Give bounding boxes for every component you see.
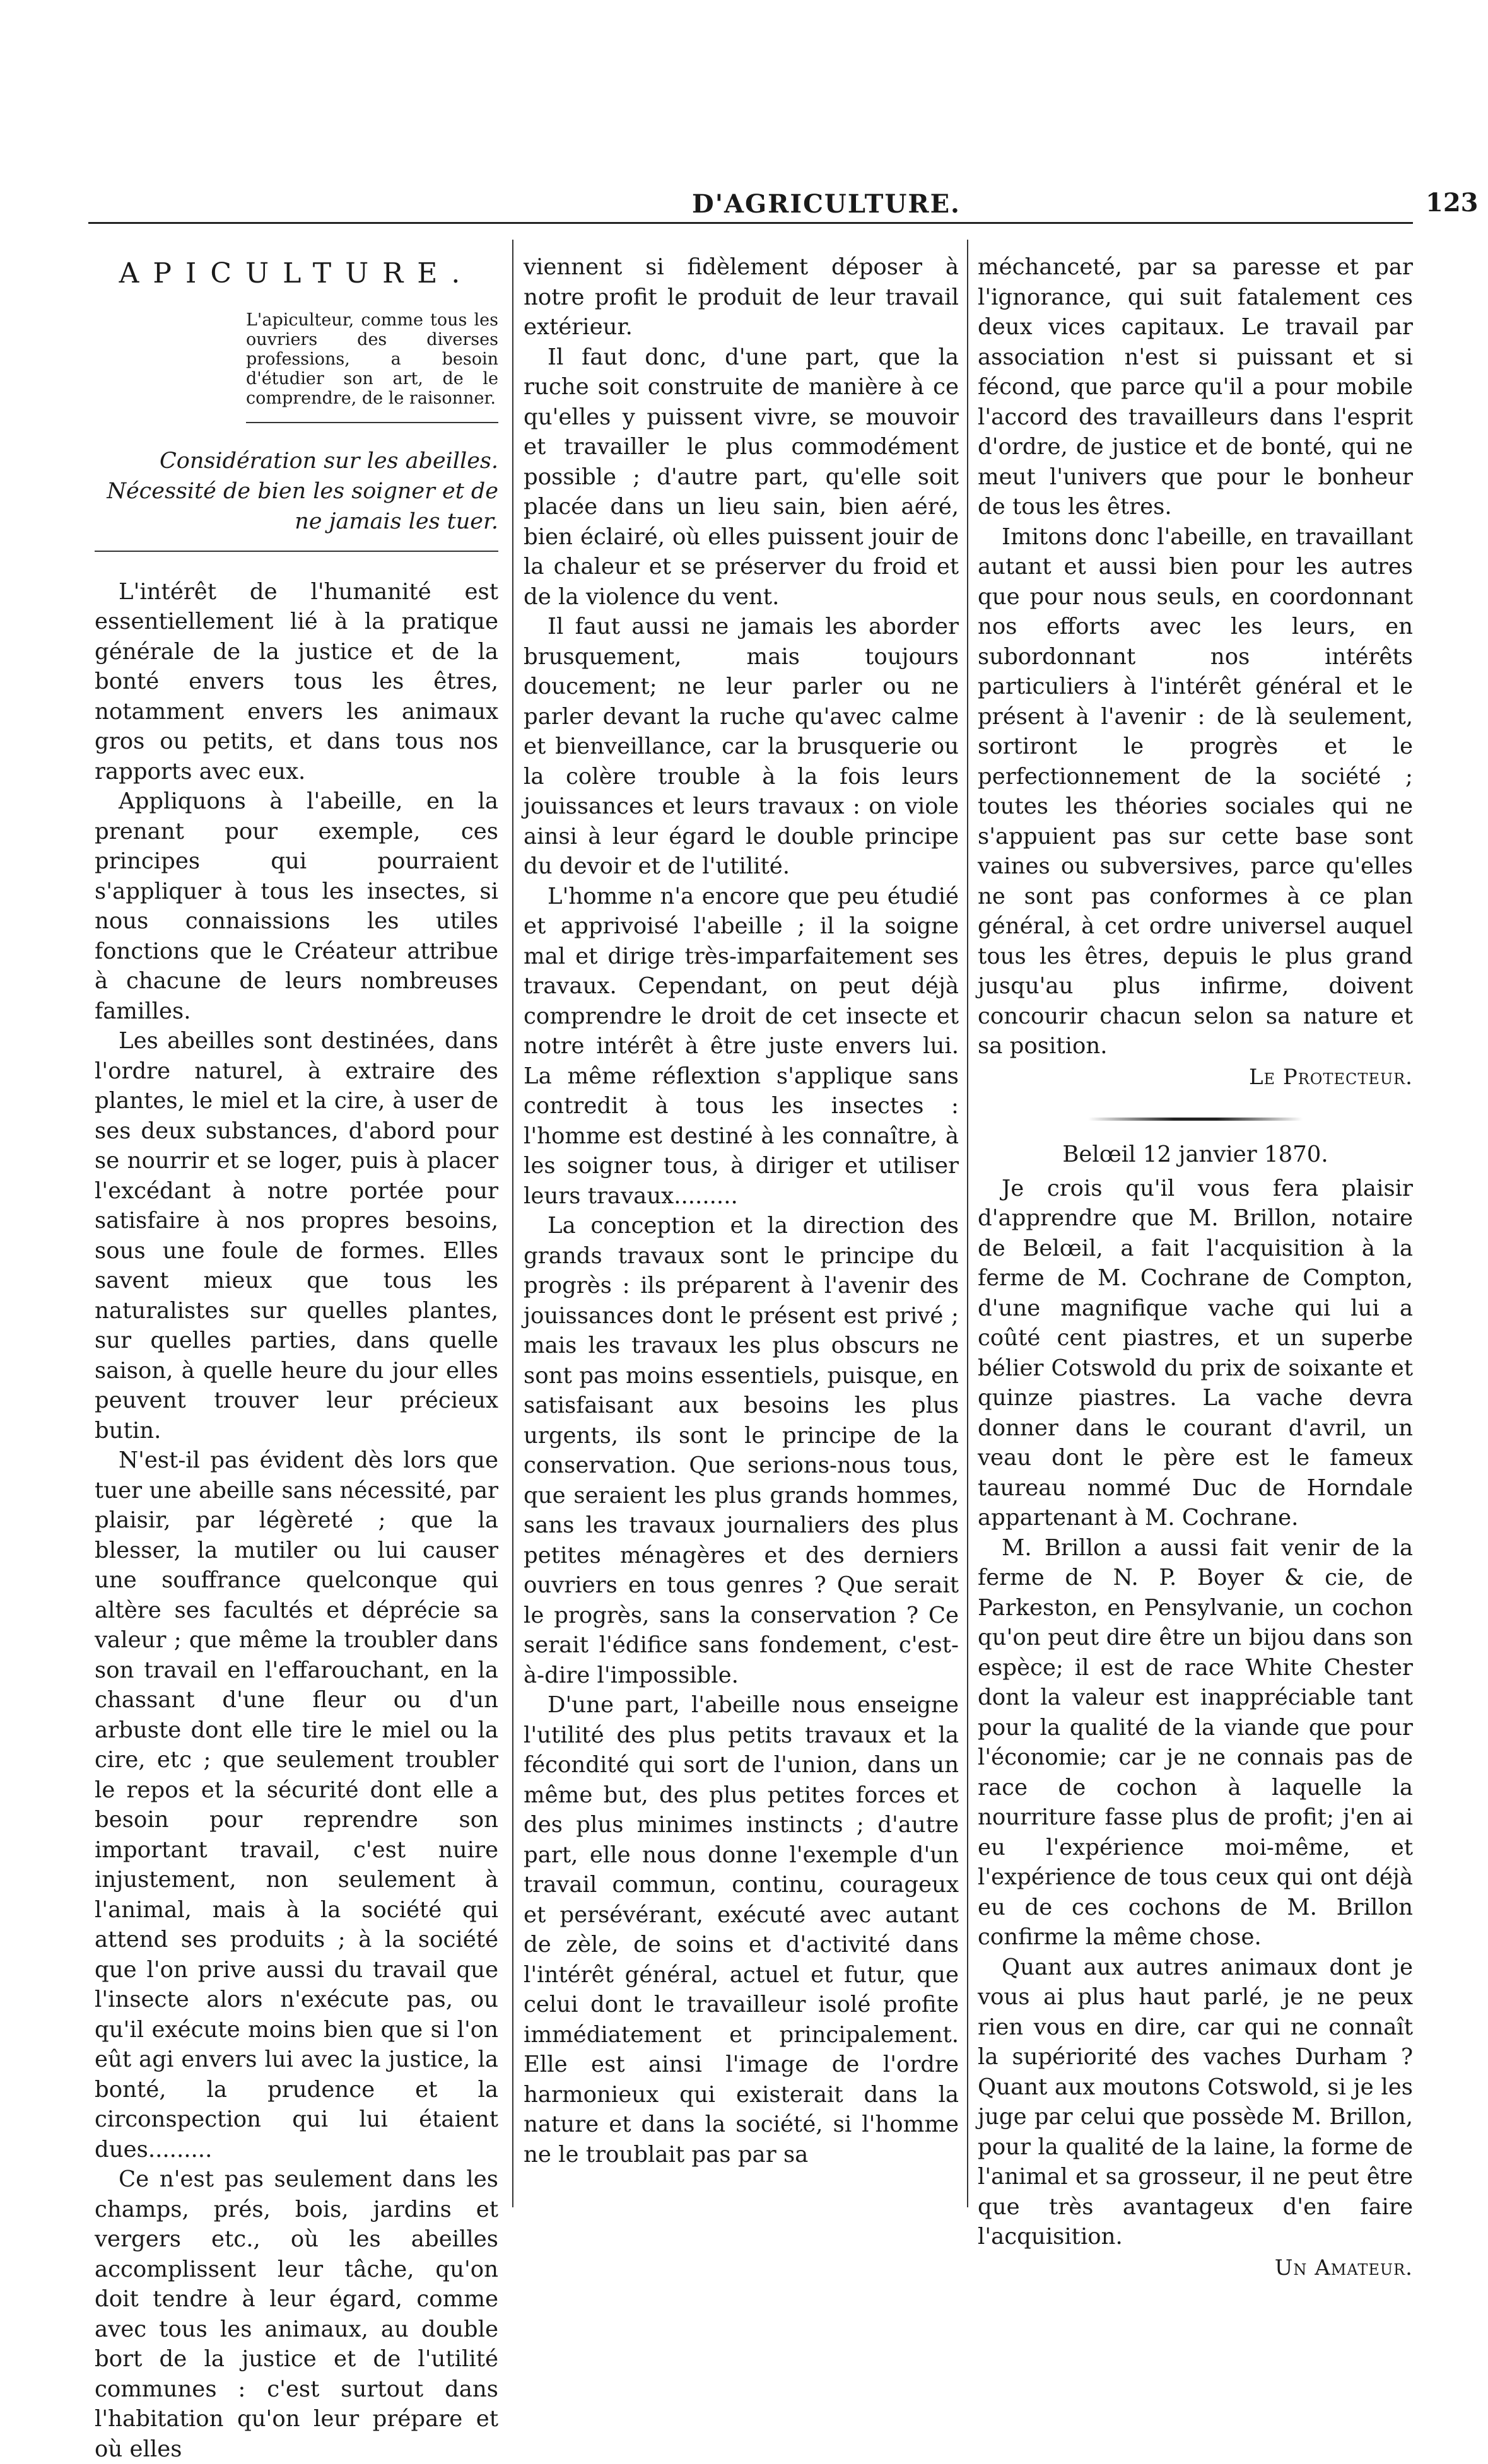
paragraph: Quant aux autres animaux dont je vous ai plus haut parlé, je ne peux rien vous en dire, car qui ne connaît la supériorité des vaches Durham ? Quant aux moutons Cotswold, si je les juge par celui que possède M. Brillon, pour la qualité de la laine, la forme de l'animal et sa grosseur, il ne peut être que très avantageux d'en faire l'acquisition. — [978, 1954, 1413, 2250]
header-rule — [88, 222, 1413, 224]
page-number: 123 — [1426, 188, 1479, 218]
column-2 — [524, 252, 959, 2258]
paragraph: Appliquons à l'abeille, en la prenant pour exemple, ces principes qui pourraient s'appliquer à tous les insectes, si nous connaissions les utiles fonctions que le Créateur attribue à chacune de leurs nombreuses familles. — [95, 788, 498, 1024]
paragraph: Ce n'est pas seulement dans les champs, prés, bois, jardins et vergers etc., où les abeilles accomplissent leur tâche, qu'on doit tendre à leur égard, comme avec tous les animaux, au double bort de la justice et de l'utilité communes : c'est surtout dans l'habitation qu'on leur prépare et où elles — [95, 2166, 498, 2462]
column-1 — [95, 252, 498, 2462]
running-title: D'AGRICULTURE. — [692, 189, 961, 219]
paragraph: D'une part, l'abeille nous enseigne l'utilité des plus petits travaux et la fécondité qui sort de l'union, dans un même but, des plus petites forces et des plus minimes instincts ; d'autre part, elle nous donne l'exemple d'un travail commun, continu, courageux et persévérant, exécuté avec autant de zèle, de soins et d'activité dans l'intérêt général, actuel et futur, que celui dont le travailleur isolé profite immédiatement et principalement. Elle est ainsi l'image de l'ordre harmonieux qui existerait dans la nature et dans la société, si l'homme ne le troublait pas par sa — [524, 1692, 959, 2168]
paragraph: viennent si fidèlement déposer à notre profit le produit de leur travail extérieur. — [524, 254, 959, 340]
paragraph: M. Brillon a aussi fait venir de la ferme de N. P. Boyer & cie, de Parkeston, en Pensylvanie, un cochon qu'on peut dire être un bijou dans son espèce; il est de race White Chester dont la valeur est inappréciable tant pour la qualité de la viande que pour l'économie; car je ne connais pas de race de cochon à laquelle la nourriture fasse plus de profit; j'en ai eu l'expérience moi-même, et l'expérience de tous ceux qui ont déjà eu de ces cochons de M. Brillon confirme la même chose. — [978, 1534, 1413, 1950]
paragraph: Je crois qu'il vous fera plaisir d'apprendre que M. Brillon, notaire de Belœil, a fait l'acquisition à la ferme de M. Cochrane de Compton, d'une magnifique vache qui lui a coûté cent piastres, et un superbe bélier Cotswold du prix de soixante et quinze piastres. La vache devra donner dans le courant d'avril, un veau dont le père est le fameux taureau nommé Duc de Horndale appartenant à M. Cochrane. — [978, 1175, 1413, 1531]
paragraph: L'intérêt de l'humanité est essentiellement lié à la pratique générale de la justice et de la bonté envers tous les êtres, notamment envers les animaux gros ou petits, et dans tous nos rapports avec eux. — [95, 578, 498, 785]
paragraph: Il faut aussi ne jamais les aborder brusquement, mais toujours doucement; ne leur parler ou ne parler devant la ruche qu'avec calme et bienveillance, car la brusquerie ou la colère trouble à la fois leurs jouissances et leurs travaux : on viole ainsi à leur égard le double principe du devoir et de l'utilité. — [524, 614, 959, 879]
article-subtitle: Considération sur les abeilles. Nécessité de bien les soigner et de ne jamais les tuer. — [95, 446, 498, 552]
signature: Le Protecteur. — [1248, 1064, 1413, 1090]
paragraph: La conception et la direction des grands travaux sont le principe du progrès : ils préparent à l'avenir des jouissances dont le présent est privé ; mais les travaux les plus obscurs ne sont pas moins essentiels, puisque, en satisfaisant aux besoins les plus urgents, ils sont le principe de la conservation. Que serions-nous tous, que seraient les plus grands hommes, sans les travaux journaliers des plus petites ménagères et des derniers ouvriers en tous genres ? Que serait le progrès, sans la conservation ? Ce serait l'édifice sans fondement, c'est-à-dire l'impossible. — [524, 1213, 959, 1688]
paragraph: Il faut donc, d'une part, que la ruche soit construite de manière à ce qu'elles y puissent vivre, se mouvoir et travailler le plus commodément possible ; d'autre part, qu'elle soit placée dans un lieu sain, bien aéré, bien éclairé, où elles puissent jouir de la chaleur et se préserver du froid et de la violence du vent. — [524, 344, 959, 610]
epigraph: L'apiculteur, comme tous les ouvriers des diverses professions, a besoin d'étudier son art, de le comprendre, de le raisonner. — [246, 310, 498, 423]
dateline: Belœil 12 janvier 1870. — [1062, 1141, 1328, 1167]
ornament-divider — [1088, 1118, 1303, 1121]
paragraph: méchanceté, par sa paresse et par l'ignorance, qui suit fatalement ces deux vices capitaux. Le travail par association n'est si puissant et si fécond, que parce qu'il a pour mobile l'accord des travailleurs dans l'esprit d'ordre, de justice et de bonté, qui ne meut l'univers que pour le bonheur de tous les êtres. — [978, 254, 1413, 520]
paragraph: Les abeilles sont destinées, dans l'ordre naturel, à extraire des plantes, le miel et la cire, à user de ses deux substances, d'abord pour se nourrir et se loger, puis à placer l'excédant à notre portée pour satisfaire à nos propres besoins, sous une foule de formes. Elles savent mieux que tous les naturalistes sur quelles plantes, sur quelles parties, dans quelle saison, à quelle heure du jour elles peuvent trouver leur précieux butin. — [95, 1028, 498, 1444]
column-divider — [967, 240, 968, 2207]
page-header — [88, 0, 1479, 227]
section-title: APICULTURE. — [119, 257, 474, 289]
signature: Un Amateur. — [1274, 2255, 1413, 2280]
paragraph: Imitons donc l'abeille, en travaillant autant et aussi bien pour les autres que pour nous seuls, en coordonnant nos efforts avec les leurs, en subordonnant nos intérêts particuliers à l'intérêt général et le présent à l'avenir : de là seulement, sortiront le progrès et le perfectionnement de la société ; toutes les théories sociales qui ne s'appuient pas sur cette base sont vaines ou subversives, parce qu'elles ne sont pas conformes à ce plan général, à cet ordre universel auquel tous les êtres, depuis le plus grand jusqu'au plus infirme, doivent concourir chacun selon sa nature et sa position. — [978, 523, 1413, 1059]
column-3 — [978, 252, 1413, 2280]
paragraph: L'homme n'a encore que peu étudié et apprivoisé l'abeille ; il la soigne mal et dirige très-imparfaitement ses travaux. Cependant, on peut déjà comprendre le droit de cet insecte et notre intérêt à être juste envers lui. La même réflextion s'applique sans contredit à tous les insectes : l'homme est destiné à les connaître, à les soigner tous, à diriger et utiliser leurs travaux......... — [524, 883, 959, 1209]
paragraph: N'est-il pas évident dès lors que tuer une abeille sans nécessité, par plaisir, par légèreté ; que la blesser, la mutiler ou lui causer une souffrance quelconque qui altère ses facultés et déprécie sa valeur ; que même la troubler dans son travail en l'effarouchant, en la chassant d'une fleur ou d'un arbuste dont elle tire le miel ou la cire, etc ; que seulement troubler le repos et la sécurité dont elle a besoin pour reprendre son important travail, c'est nuire injustement, non seulement à l'animal, mais à la société qui attend ses produits ; à la société que l'on prive aussi du travail que l'insecte alors n'exécute pas, ou qu'il exécute moins bien que si l'on eût agi envers lui avec la justice, la bonté, la prudence et la circonspection qui lui étaient dues......... — [95, 1447, 498, 2163]
column-divider — [512, 240, 513, 2207]
